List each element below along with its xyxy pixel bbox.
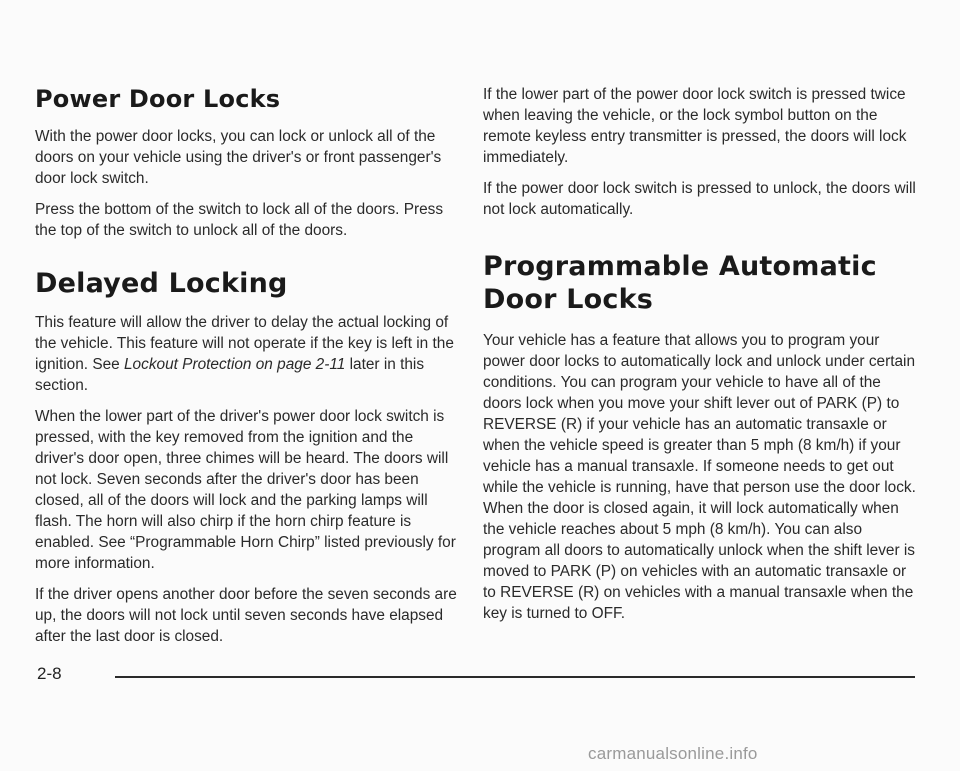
cross-reference-link[interactable]: Lockout Protection on page 2-11	[124, 356, 346, 373]
paragraph: When the lower part of the driver's power door lock switch is pressed, with the key removed from the ignition and the driver's door open, three chimes will be heard. The doors will not lock. Seven seconds after the driver's door has been closed, all of the doors will lock and the parking lamps will flash. The horn will also chirp if the horn chirp feature is enabled. See “Programmable Horn Chirp” listed previously for more information.	[35, 408, 456, 572]
left-column	[35, 76, 465, 657]
paragraph: With the power door locks, you can lock or unlock all of the doors on your vehicle using the driver's or front passenger's door lock switch.	[35, 128, 442, 187]
paragraph: Your vehicle has a feature that allows you to program your power door locks to automatically lock and unlock under certain conditions. You can program your vehicle to have all of the doors lock when you move your shift lever out of PARK (P) to REVERSE (R) if your vehicle has an automatic transaxle or when the vehicle speed is greater than 5 mph (8 km/h) if your vehicle has a manual transaxle. If someone needs to get out while the vehicle is running, have that person use the door lock. When the door is closed again, it will lock automatically when the vehicle reaches about 5 mph (8 km/h). You can also program all doors to automatically unlock when the shift lever is moved to PARK (P) on vehicles with an automatic transaxle or to REVERSE (R) on vehicles with a manual transaxle when the key is turned to OFF.	[483, 332, 916, 622]
paragraph: If the lower part of the power door lock switch is pressed twice when leaving the vehicle, or the lock symbol button on the remote keyless entry transmitter is pressed, the doors will lock immediately.	[483, 86, 907, 166]
paragraph: Press the bottom of the switch to lock all of the doors. Press the top of the switch to unlock all of the doors.	[35, 201, 444, 239]
page-number: 2-8	[37, 664, 62, 683]
right-column	[483, 84, 923, 634]
heading-delayed-locking: Delayed Locking	[35, 268, 288, 299]
watermark: carmanualsonline.info	[588, 744, 758, 763]
paragraph: If the driver opens another door before the seven seconds are up, the doors will not lock until seven seconds have elapsed after the last door is closed.	[35, 586, 457, 645]
paragraph: If the power door lock switch is pressed to unlock, the doors will not lock automatically.	[483, 180, 916, 218]
heading-programmable-automatic-door-locks: Programmable Automatic Door Locks	[483, 251, 877, 315]
paragraph-text: This feature will allow the driver to delay the actual locking of the vehicle. This feature will not operate if the key is left in the ignition. See	[35, 314, 454, 373]
footer-divider	[115, 676, 915, 678]
paragraph-text: later in this section.	[35, 356, 425, 394]
paragraph	[35, 312, 465, 396]
heading-power-door-locks: Power Door Locks	[35, 85, 281, 113]
